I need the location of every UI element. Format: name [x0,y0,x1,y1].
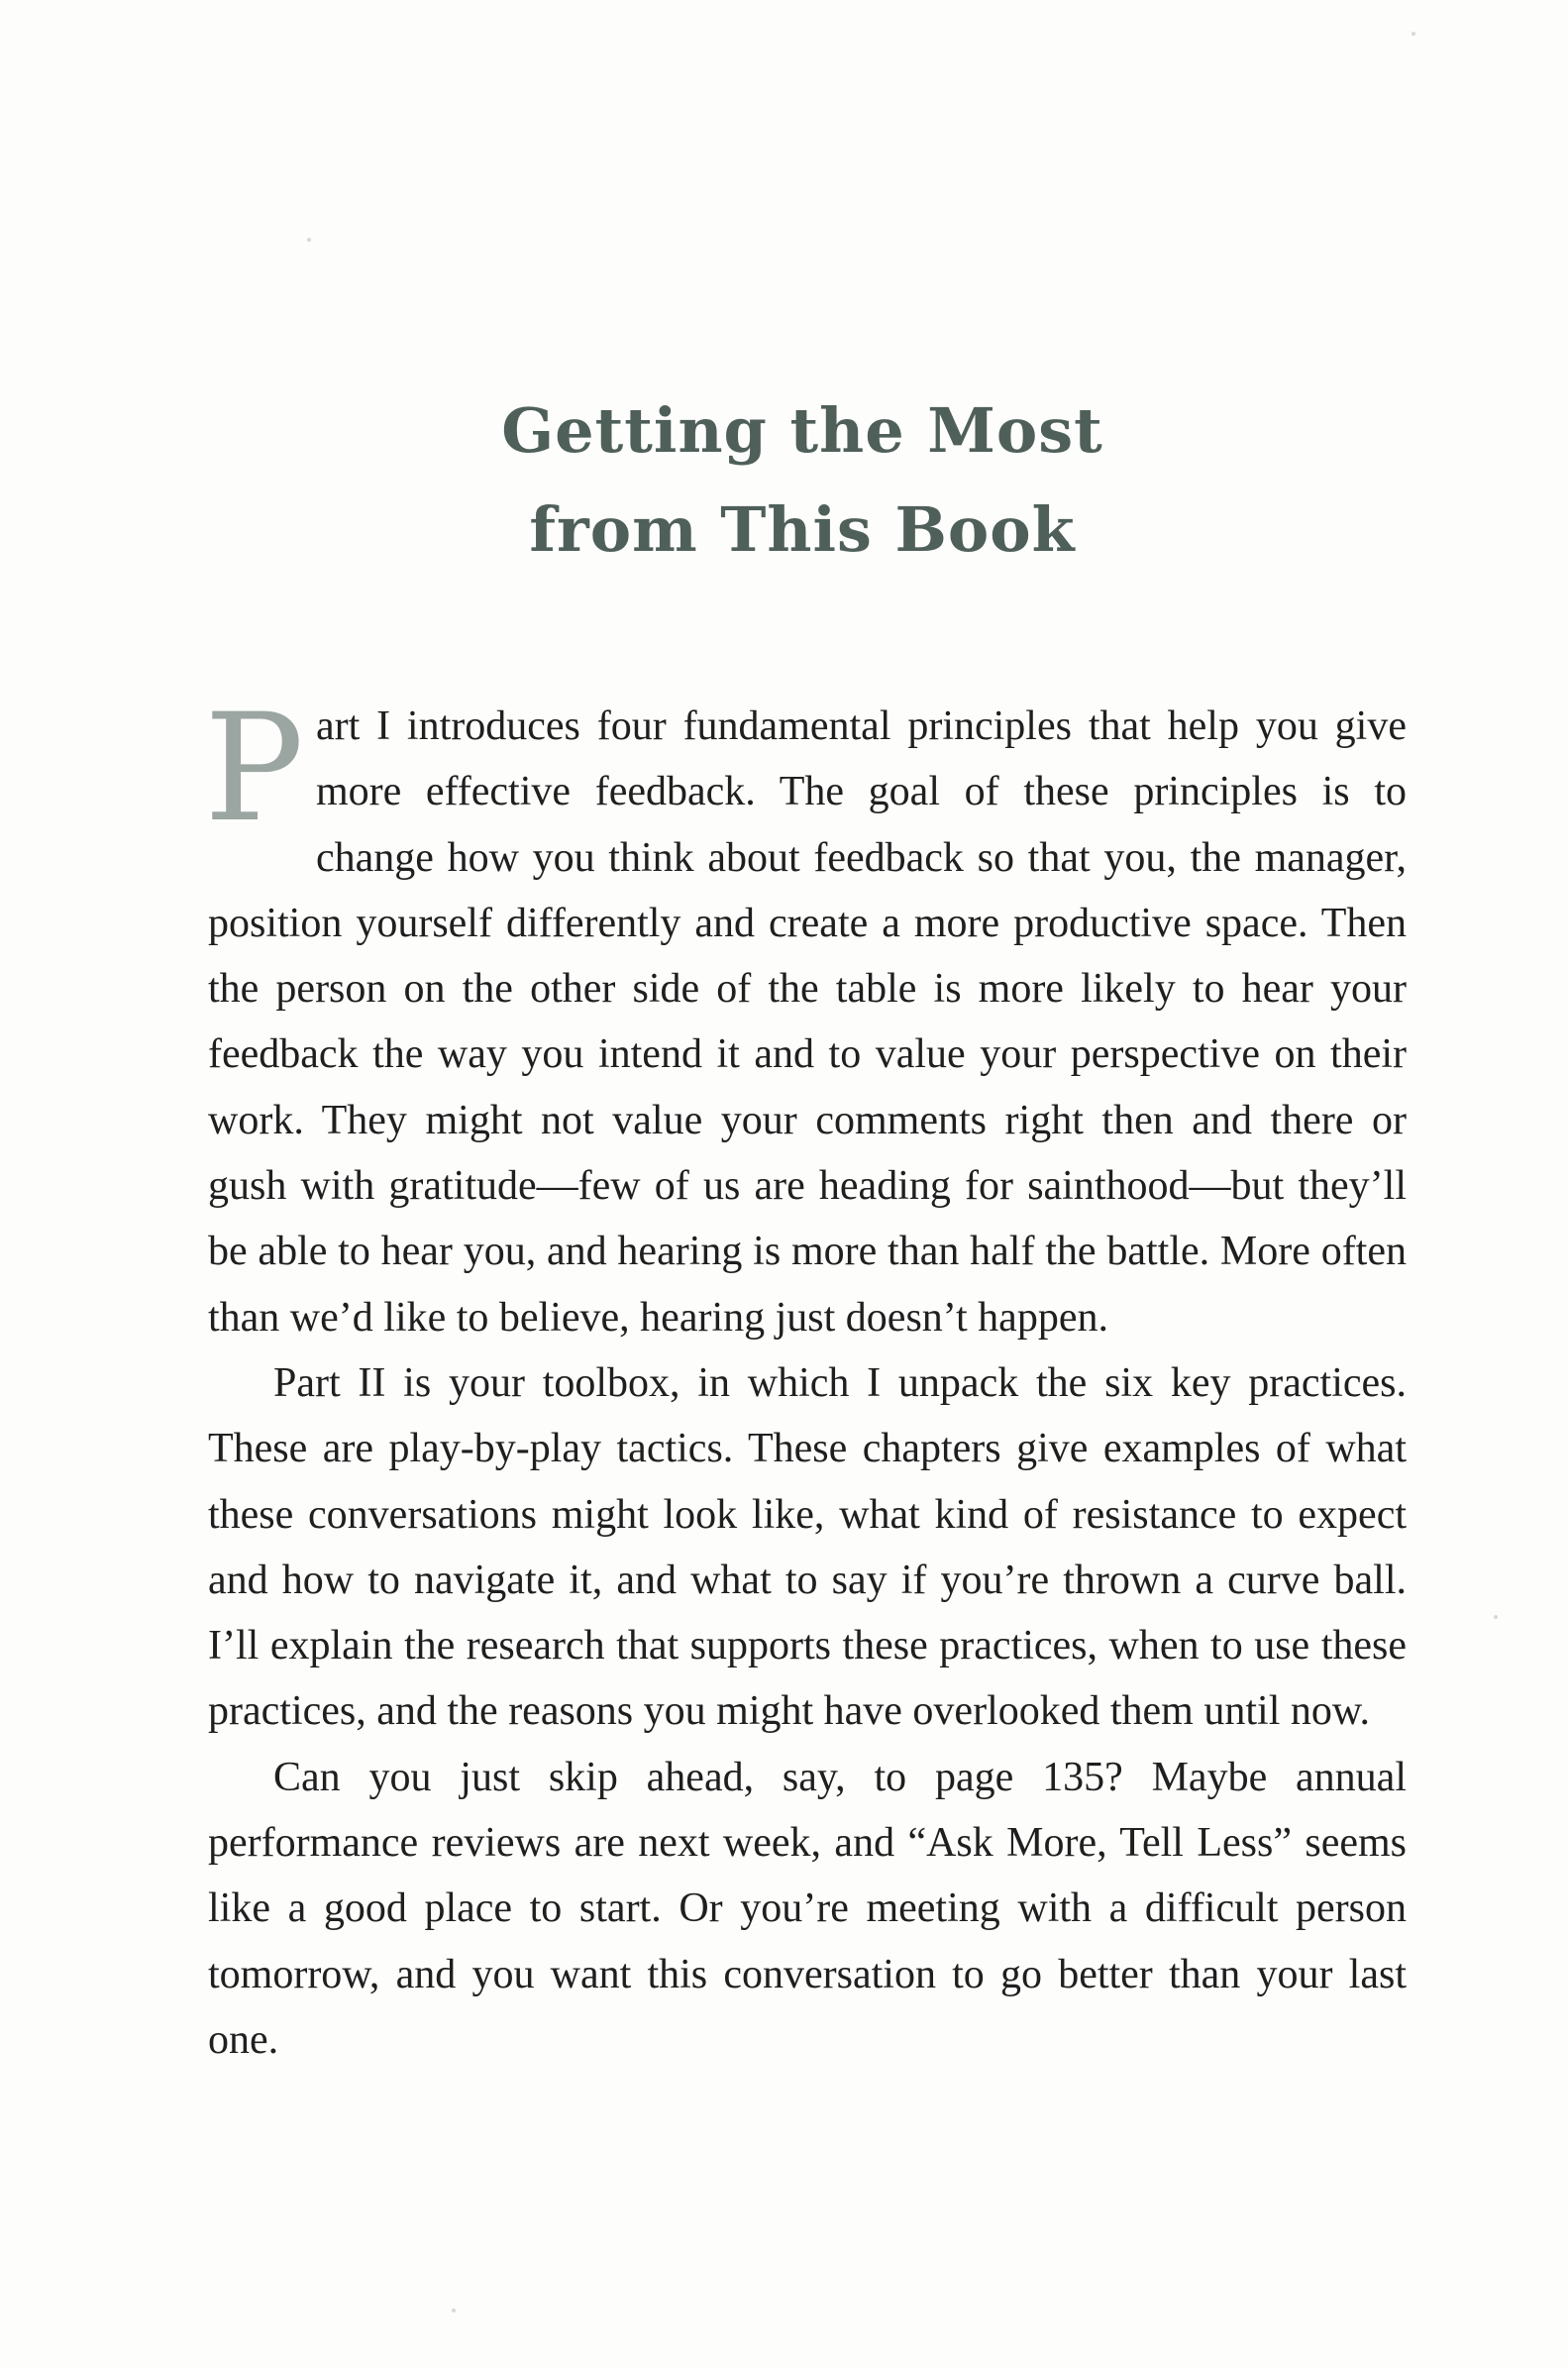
chapter-title [0,381,1568,580]
paragraph-1 [204,683,1407,1350]
paper-speck [1411,32,1415,36]
drop-cap: P [204,683,304,855]
paragraph-2: Part II is your toolbox, in which I unpack the six key practices. These are play-by-play tactics. These chapters give examples of what these conversations might look like, what kind of resistance to expect and how to navigate it, and what to say if you’re thrown a curve ball. I’ll explain the research that supports these practices, when to use these practices, and the reasons you might have overlooked them until now. [208,1359,1407,1735]
paragraph-3: Can you just skip ahead, say, to page 135? Maybe annual performance reviews are next week, and “Ask More, Tell Less” seems like a good place to start. Or you’re meeting with a difficult person tomorrow, and you want this conversation to go better than your last one. [208,1754,1407,2063]
paper-speck [307,238,311,242]
chapter-title-line-2: from This Book [529,493,1076,566]
paper-speck [452,2309,456,2313]
paper-speck [1494,1615,1498,1619]
chapter-title-line-1: Getting the Most [501,394,1103,467]
paragraph-1-text: art I introduces four fundamental principles that help you give more effective feedback. The goal of these principles is to change how you think about feedback so that you, the manager, position yourself differently and create a more productive space. Then the person on the other side of the table is more likely to hear your feedback the way you intend it and to value your perspective on their work. They might not value your comments right then and there or gush with gratitude—few of us are heading for sainthood—but they’ll be able to hear you, and hearing is more than half the battle. More often than we’d like to believe, hearing just doesn’t happen. [208,703,1407,1341]
body-text [204,683,1407,2073]
